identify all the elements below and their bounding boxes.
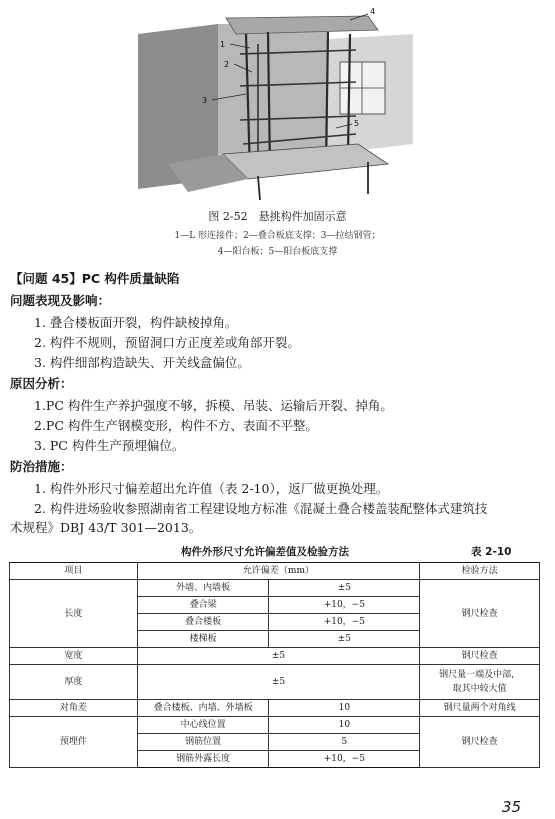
table-header-row bbox=[10, 563, 540, 580]
cause-heading: 原因分析： bbox=[10, 376, 73, 391]
row-item: 叠合梁 bbox=[137, 597, 269, 614]
prevention-item: 1. 构件外形尺寸偏差超出允许值（表 2-10），返厂做更换处理。 bbox=[34, 481, 389, 496]
callout-4: 4 bbox=[370, 7, 376, 16]
symptom-item: 3. 构件细部构造缺失、开关线盒偏位。 bbox=[34, 355, 250, 370]
cause-item: 2.PC 构件生产钢模变形，构件不方、表面不平整。 bbox=[34, 418, 318, 433]
diagonal-label: 对角差 bbox=[10, 700, 138, 717]
row-item: 钢筋位置 bbox=[137, 734, 269, 751]
table-row bbox=[10, 580, 540, 597]
row-value: ±5 bbox=[269, 631, 420, 648]
row-value: 10 bbox=[269, 717, 420, 734]
symptoms-heading: 问题表现及影响： bbox=[10, 293, 111, 308]
prevention-heading: 防治措施： bbox=[10, 459, 73, 474]
callout-2: 2 bbox=[224, 60, 230, 69]
header-item: 项目 bbox=[10, 563, 138, 580]
row-item: 叠合楼板 bbox=[137, 614, 269, 631]
callout-1: 1 bbox=[220, 40, 226, 49]
cantilever-reinforcement-figure bbox=[128, 4, 423, 200]
width-label: 宽度 bbox=[10, 648, 138, 665]
width-value: ±5 bbox=[137, 648, 419, 665]
row-value: 5 bbox=[269, 734, 420, 751]
row-item: 中心线位置 bbox=[137, 717, 269, 734]
table-row bbox=[10, 700, 540, 717]
callout-5: 5 bbox=[354, 119, 360, 128]
cause-item: 1.PC 构件生产养护强度不够，拆模、吊装、运输后开裂、掉角。 bbox=[34, 398, 393, 413]
thickness-method-line2: 取其中较大值 bbox=[452, 684, 507, 694]
figure-title: 图 2-52 悬挑构件加固示意 bbox=[208, 210, 347, 223]
thickness-method-line1: 钢尺量一端及中部， bbox=[439, 670, 521, 680]
cause-item: 3. PC 构件生产预埋偏位。 bbox=[34, 438, 185, 453]
problem-heading: 【问题 45】PC 构件质量缺陷 bbox=[10, 271, 180, 286]
embedded-label: 预埋件 bbox=[10, 717, 138, 768]
row-value: +10，−5 bbox=[269, 751, 420, 768]
embedded-method: 钢尺检查 bbox=[420, 717, 540, 768]
prevention-item-continued: 术规程》DBJ 43/T 301—2013。 bbox=[10, 520, 202, 535]
figure-legend-line1: 1—L 形连接件；2—叠合板底支撑；3—拉结钢管； bbox=[174, 231, 381, 241]
table-row bbox=[10, 648, 540, 665]
thickness-value: ±5 bbox=[137, 665, 419, 700]
row-value: +10，−5 bbox=[269, 614, 420, 631]
table-row bbox=[10, 665, 540, 700]
row-value: ±5 bbox=[269, 580, 420, 597]
row-value: +10，−5 bbox=[269, 597, 420, 614]
thickness-label: 厚度 bbox=[10, 665, 138, 700]
page-number: 35 bbox=[501, 798, 521, 816]
symptom-item: 2. 构件不规则，预留洞口方正度差或角部开裂。 bbox=[34, 335, 300, 350]
symptom-item: 1. 叠合楼板面开裂，构件缺棱掉角。 bbox=[34, 315, 238, 330]
header-tolerance: 允许偏差（mm） bbox=[137, 563, 419, 580]
row-item: 楼梯板 bbox=[137, 631, 269, 648]
table-title: 构件外形尺寸允许偏差值及检验方法 bbox=[181, 546, 349, 558]
table-row bbox=[10, 717, 540, 734]
tolerance-table bbox=[9, 562, 540, 768]
figure-legend-line2: 4—阳台板；5—阳台板底支撑 bbox=[217, 247, 338, 257]
diagonal-value: 10 bbox=[269, 700, 420, 717]
header-method: 检验方法 bbox=[420, 563, 540, 580]
prevention-item: 2. 构件进场验收参照湖南省工程建设地方标准《混凝土叠合楼盖装配整体式建筑技 bbox=[34, 501, 488, 516]
length-label: 长度 bbox=[10, 580, 138, 648]
figure-illustration bbox=[128, 4, 423, 200]
diagonal-method: 钢尺量两个对角线 bbox=[420, 700, 540, 717]
diagonal-item: 叠合楼板、内墙、外墙板 bbox=[137, 700, 269, 717]
callout-3: 3 bbox=[202, 96, 208, 105]
table-number: 表 2-10 bbox=[471, 546, 512, 558]
row-item: 钢筋外露长度 bbox=[137, 751, 269, 768]
thickness-method bbox=[420, 665, 540, 700]
length-method: 钢尺检查 bbox=[420, 580, 540, 648]
row-item: 外墙、内墙板 bbox=[137, 580, 269, 597]
width-method: 钢尺检查 bbox=[420, 648, 540, 665]
